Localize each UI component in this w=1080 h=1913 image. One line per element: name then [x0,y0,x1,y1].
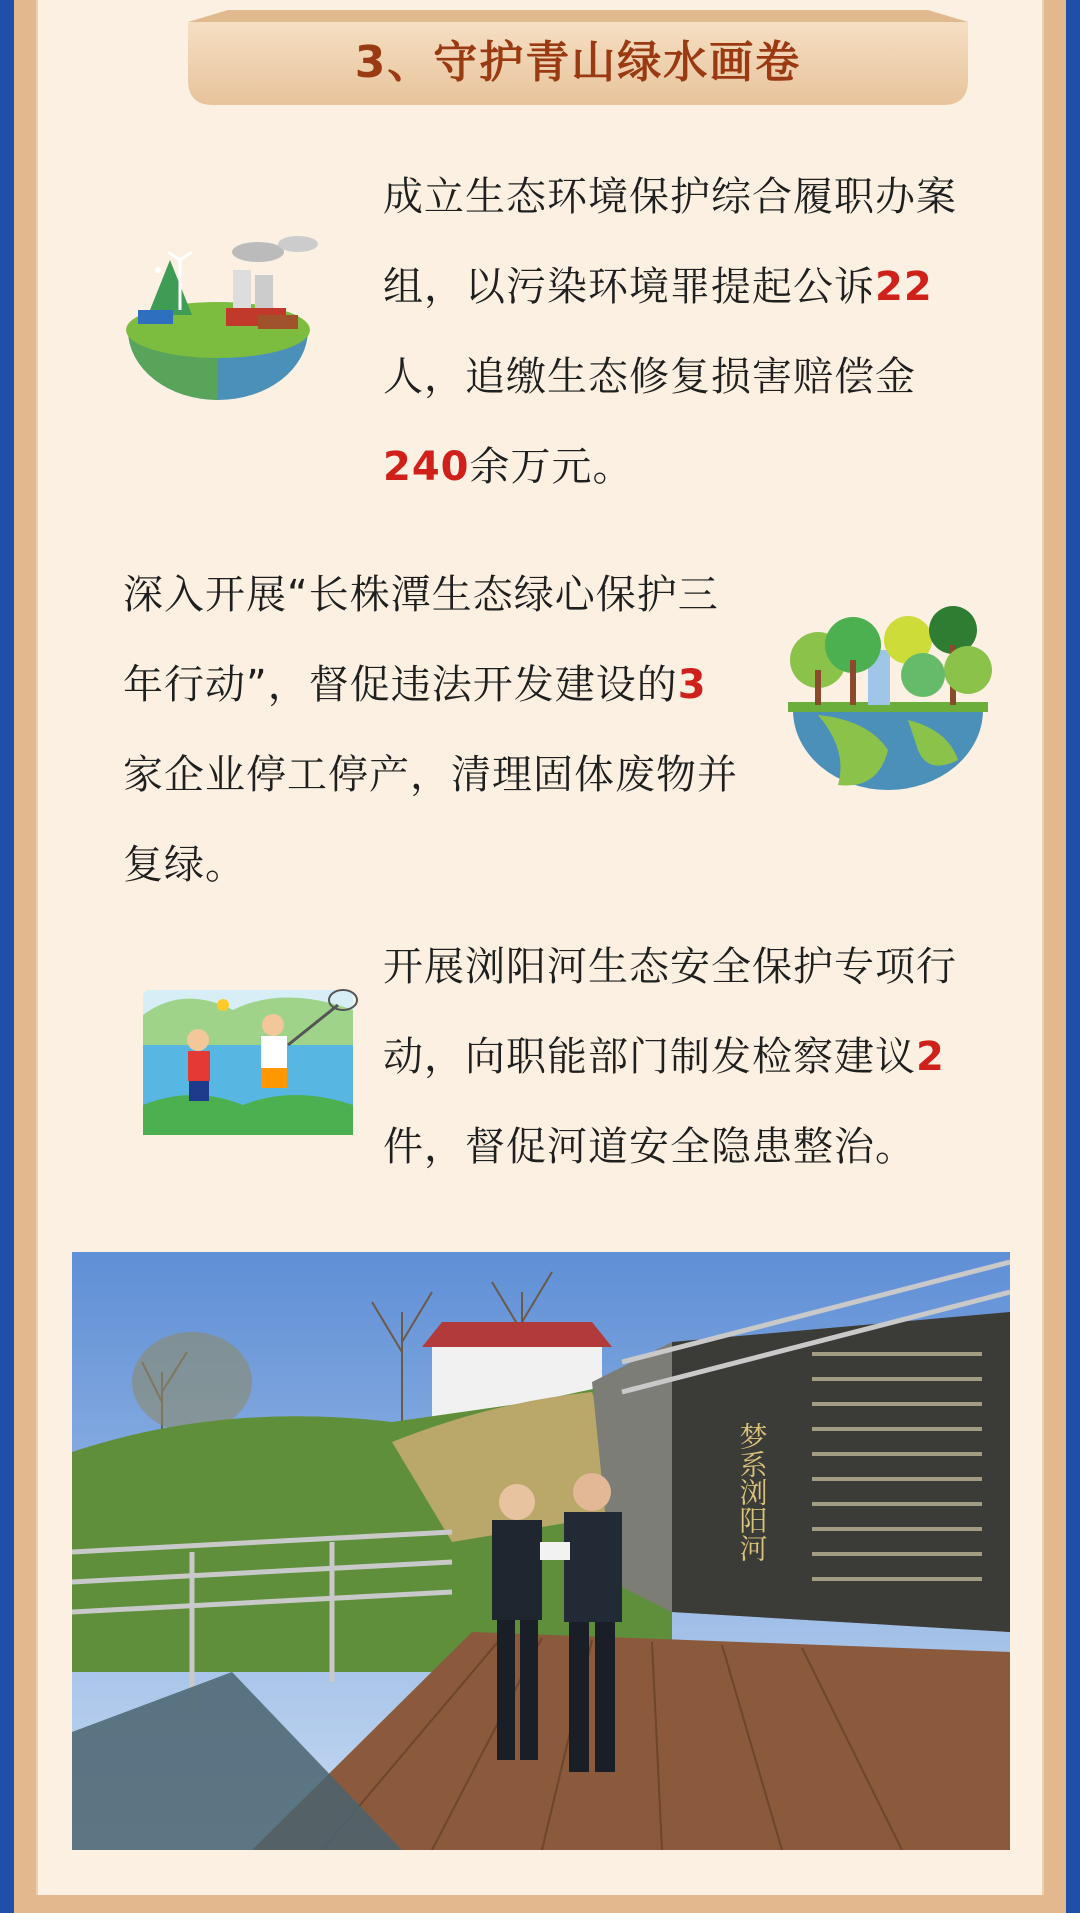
item-2-text-part: 家企业停工停产，清理固体废物并复绿。 [123,752,738,888]
item-2-text-part: 深入开展“长株潭生态绿心保护三年行动”，督促违法开发建设的 [123,572,719,708]
item-3-text [383,922,998,1192]
children-river-icon [123,955,373,1140]
item-1-text-part: 人，追缴生态修复损害赔偿金 [383,354,916,400]
section-title: 3、守护青山绿水画卷 [354,36,802,88]
item-3-text-part: 件，督促河道安全隐患整治。 [383,1124,916,1170]
item-2-text [123,550,743,910]
compensation-amount: 240 [383,444,470,490]
item-1-text-part: 余万元。 [469,444,634,490]
suggestion-count: 2 [916,1034,945,1080]
earth-trees-icon [758,600,1018,800]
enterprise-count: 3 [677,662,707,708]
prosecution-count: 22 [875,264,933,310]
riverside-photo [72,1252,1010,1850]
earth-factory-icon [108,230,348,405]
item-3-text-part: 开展浏阳河生态安全保护专项行动，向职能部门制发检察建议 [383,944,957,1080]
monument-title: 梦系浏阳河 [735,1422,769,1562]
section-banner [188,10,968,105]
item-1-text-part: 成立生态环境保护综合履职办案组，以污染环境罪提起公诉 [383,174,957,310]
item-1-text [383,152,988,512]
